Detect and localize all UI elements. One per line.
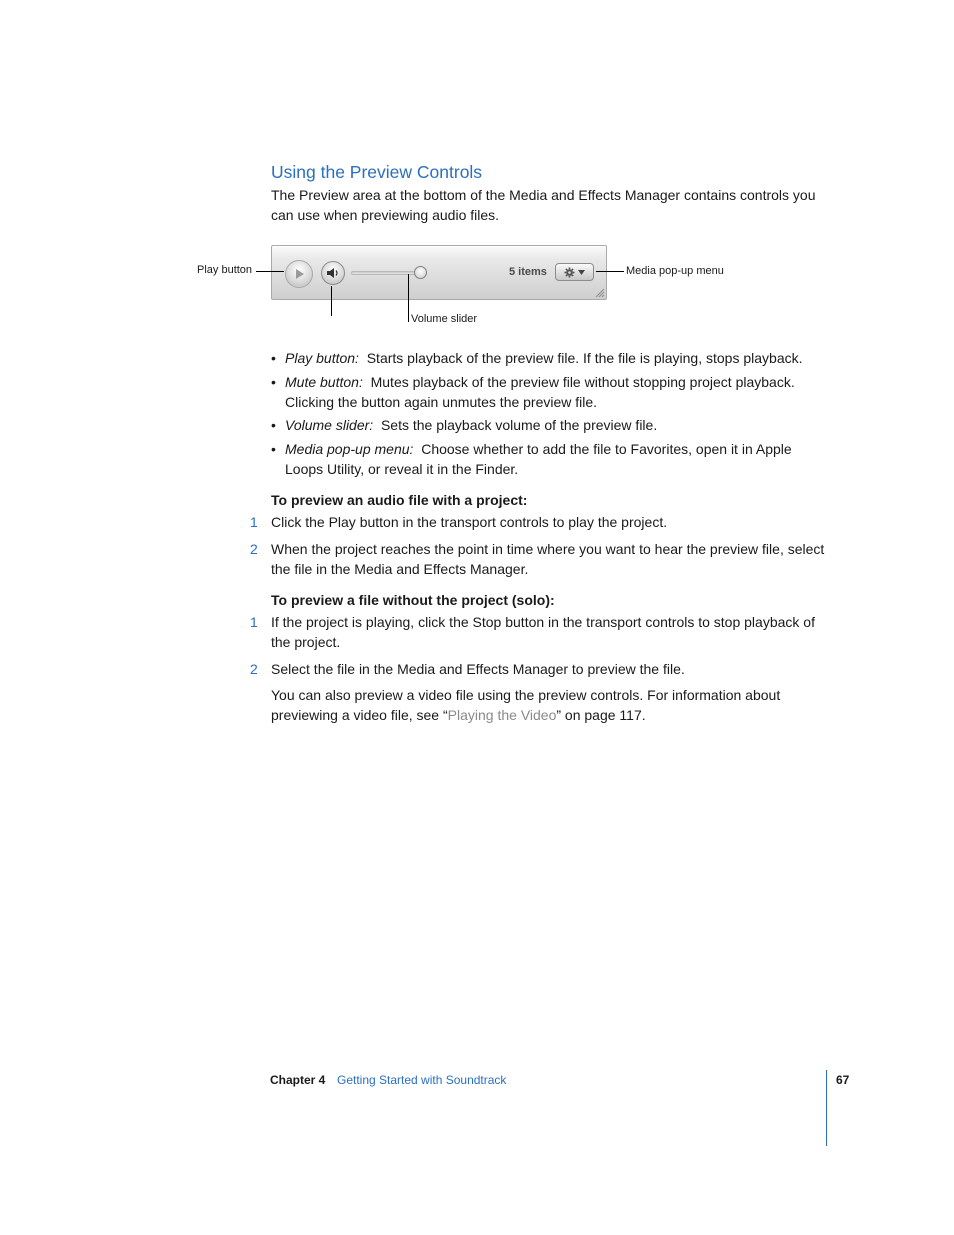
step-number: 1: [250, 614, 258, 630]
callout-line-play: [256, 271, 284, 272]
step-item: 1 If the project is playing, click the Stop button in the transport controls to stop playback of the project.: [250, 614, 815, 650]
gear-icon: [564, 267, 575, 278]
items-count: 5 items: [509, 266, 547, 278]
footer-divider: [826, 1070, 827, 1146]
task-heading: To preview an audio file with a project:: [271, 492, 528, 508]
callout-play-button: Play button: [197, 264, 253, 276]
section-heading: Using the Preview Controls: [271, 162, 483, 182]
chevron-down-icon: [578, 270, 585, 275]
callout-media-popup: Media pop-up menu: [626, 265, 724, 277]
mute-button[interactable]: [321, 261, 345, 285]
footer-chapter: Chapter 4: [270, 1073, 326, 1087]
step-number: 2: [250, 541, 258, 557]
volume-slider-knob[interactable]: [414, 266, 427, 279]
list-item: • Play button: Starts playback of the preview file. If the file is playing, stops playback.: [271, 350, 803, 366]
play-button[interactable]: [285, 260, 313, 288]
callout-line-volume: [408, 274, 409, 322]
list-item: • Media pop-up menu: Choose whether to add the file to Favorites, open it in Apple Loops Utility, or reveal it in the Finder.: [271, 441, 792, 477]
step-item: 2 When the project reaches the point in time where you want to hear the preview file, select the file in the Media and Effects Manager.: [250, 541, 825, 577]
playing-the-video-link[interactable]: Playing the Video: [447, 707, 557, 723]
play-icon: [293, 268, 305, 280]
preview-controls-panel: [271, 245, 607, 300]
list-item: • Mute button: Mutes playback of the preview file without stopping project playback. Clicking the button again unmutes the preview file.: [271, 374, 795, 410]
closing-paragraph: You can also preview a video file using the preview controls. For information about previewing a video file, see “Playing the Video” on page 117.: [271, 687, 781, 723]
callout-line-media: [596, 271, 624, 272]
step-number: 1: [250, 514, 258, 530]
step-number: 2: [250, 661, 258, 677]
intro-paragraph: The Preview area at the bottom of the Media and Effects Manager contains controls you can use when previewing audio files.: [271, 187, 816, 223]
callout-line-mute: [331, 286, 332, 316]
task-heading: To preview a file without the project (solo):: [271, 592, 555, 608]
footer-chapter-title: Getting Started with Soundtrack: [337, 1073, 507, 1087]
media-popup-menu[interactable]: [555, 263, 594, 281]
step-item: 1 Click the Play button in the transport controls to play the project.: [250, 514, 668, 530]
resize-grip-icon[interactable]: [593, 286, 605, 298]
step-item: 2 Select the file in the Media and Effects Manager to preview the file.: [250, 661, 685, 677]
list-item: • Volume slider: Sets the playback volume of the preview file.: [271, 417, 658, 433]
speaker-icon: [326, 267, 340, 279]
volume-slider-track[interactable]: [351, 271, 421, 275]
callout-volume-slider: Volume slider: [411, 313, 478, 325]
page-number: 67: [836, 1073, 850, 1087]
